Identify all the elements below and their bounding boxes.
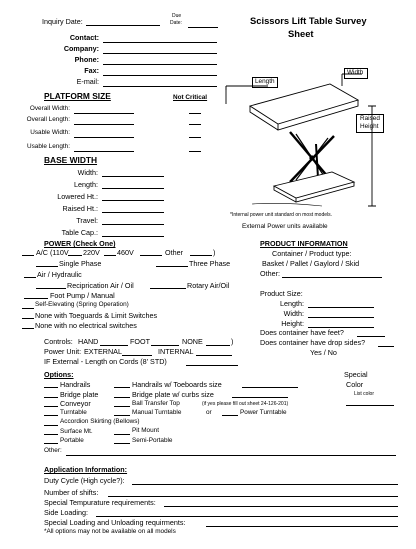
email-field[interactable]	[103, 86, 217, 87]
product-size-label: Product Size:	[260, 289, 303, 298]
options-other-label: Other:	[44, 447, 62, 454]
feet-answer-field[interactable]	[357, 336, 385, 337]
power-turntable-checkbox[interactable]	[222, 415, 238, 416]
controls-foot-field[interactable]	[151, 345, 179, 346]
due-date-field[interactable]	[188, 27, 218, 28]
duty-cycle-label: Duty Cycle (High cycle?):	[44, 476, 125, 485]
travel-label: Travel:	[76, 216, 98, 225]
yes-no-options: Yes / No	[310, 348, 337, 357]
ac-other-checkbox[interactable]	[140, 255, 162, 256]
length-label: Length	[255, 78, 275, 85]
special-color-field[interactable]	[346, 405, 394, 406]
usable-width-field[interactable]	[74, 137, 134, 138]
due-date-label-line2: Date:	[170, 20, 182, 26]
company-field[interactable]	[103, 53, 217, 54]
overall-length-not-critical[interactable]	[189, 124, 201, 125]
or-label: or	[206, 409, 212, 416]
container-type-label: Container / Product type:	[272, 249, 352, 258]
lowered-height-field[interactable]	[102, 200, 164, 201]
foot-pump-checkbox[interactable]	[24, 298, 48, 299]
page-title-line1: Scissors Lift Table Survey	[250, 15, 367, 26]
handrails-toeboards-checkbox[interactable]	[114, 387, 130, 388]
semi-portable-label: Semi-Portable	[132, 437, 173, 444]
reciprication-label: Reciprication Air / Oil	[67, 281, 134, 290]
page-title-line2: Sheet	[288, 28, 314, 39]
product-height-label: Height:	[281, 319, 304, 328]
side-loading-label: Side Loading:	[44, 508, 88, 517]
handrails-toeboards-size-field[interactable]	[242, 387, 298, 388]
single-phase-label: Single Phase	[59, 259, 102, 268]
accordion-skirting-checkbox[interactable]	[44, 425, 58, 426]
manual-turntable-checkbox[interactable]	[114, 415, 130, 416]
controls-close-paren: )	[231, 337, 234, 346]
product-other-field[interactable]	[282, 277, 382, 278]
product-width-label: Width:	[283, 309, 304, 318]
special-temperature-field[interactable]	[164, 506, 398, 507]
overall-width-not-critical[interactable]	[189, 113, 201, 114]
controls-foot-label: FOOT	[130, 337, 150, 346]
power-unit-external-label: EXTERNAL	[84, 347, 122, 356]
power-unit-internal-label: INTERNAL	[158, 347, 194, 356]
portable-label: Portable	[60, 437, 84, 444]
product-length-label: Length:	[280, 299, 304, 308]
special-label: Special	[344, 370, 368, 379]
duty-cycle-field[interactable]	[132, 484, 398, 485]
product-length-field[interactable]	[308, 307, 374, 308]
platform-size-heading: PLATFORM SIZE	[44, 91, 111, 101]
handrails-checkbox[interactable]	[44, 387, 58, 388]
portable-checkbox[interactable]	[44, 443, 58, 444]
no-switches-label: None with no electrical switches	[35, 321, 137, 330]
base-length-label: Length:	[74, 180, 98, 189]
ball-transfer-note: (if yes please fill out sheet 24-126-201)	[202, 401, 289, 407]
power-turntable-label: Power Turntable	[240, 409, 287, 416]
ac-460v-label: 460V	[117, 248, 134, 257]
application-heading: Application Information:	[44, 465, 128, 474]
special-loading-label: Special Loading and Unloading requirments:	[44, 518, 186, 527]
turntable-label: Turntable	[60, 409, 87, 416]
rotary-checkbox[interactable]	[150, 288, 186, 289]
scissor-lift-diagram	[222, 56, 392, 216]
raised-height-label-box	[356, 114, 384, 133]
ac-close-paren: )	[213, 248, 216, 257]
overall-length-field[interactable]	[74, 124, 134, 125]
container-types-options: Basket / Pallet / Gaylord / Skid	[262, 259, 360, 268]
feet-question: Does container have feet?	[260, 328, 344, 337]
internal-power-note: *Internal power unit standard on most models.	[230, 212, 332, 218]
overall-length-label: Overall Length:	[26, 116, 70, 123]
contact-field[interactable]	[103, 42, 217, 43]
controls-none-label: NONE	[182, 337, 203, 346]
no-switches-checkbox[interactable]	[22, 328, 34, 329]
email-label: E-mail:	[76, 77, 99, 86]
bridge-plate-checkbox[interactable]	[44, 397, 58, 398]
conveyor-checkbox[interactable]	[44, 406, 58, 407]
manual-turntable-label: Manual Turntable	[132, 409, 182, 416]
due-date-label-line1: Due	[172, 13, 182, 19]
rotary-label: Rotary Air/Oil	[187, 281, 230, 290]
list-color-label: List color	[354, 391, 375, 397]
ac-460v-checkbox[interactable]	[104, 255, 116, 256]
travel-field[interactable]	[102, 224, 164, 225]
company-label: Company:	[63, 44, 99, 53]
surface-mount-label: Surface Mt.	[60, 428, 93, 435]
handrails-label: Handrails	[60, 380, 91, 389]
bridge-plate-curbs-checkbox[interactable]	[114, 397, 130, 398]
lowered-height-label: Lowered Ht.:	[57, 192, 98, 201]
bridge-plate-curbs-size-field[interactable]	[232, 397, 288, 398]
table-capacity-field[interactable]	[102, 236, 164, 237]
base-width-heading: BASE WIDTH	[44, 155, 98, 165]
usable-width-label: Usable Width:	[30, 129, 70, 136]
number-of-shifts-label: Number of shifts:	[44, 488, 99, 497]
ac-other-label: Other	[165, 248, 183, 257]
drop-sides-question: Does container have drop sides?	[260, 338, 366, 347]
special-temperature-label: Special Tempurature requirements:	[44, 498, 156, 507]
bridge-plate-curbs-label: Bridge plate w/ curbs size	[132, 390, 214, 399]
table-capacity-label: Table Cap.:	[61, 228, 98, 237]
phone-label: Phone:	[74, 55, 99, 64]
side-loading-field[interactable]	[96, 516, 398, 517]
air-hydraulic-label: Air / Hydraulic	[37, 270, 82, 279]
semi-portable-checkbox[interactable]	[114, 443, 130, 444]
three-phase-checkbox[interactable]	[156, 266, 188, 267]
conveyor-label: Conveyor	[60, 399, 91, 408]
fax-field[interactable]	[103, 75, 217, 76]
contact-label: Contact:	[69, 33, 99, 42]
ac-220v-checkbox[interactable]	[68, 255, 82, 256]
single-phase-checkbox[interactable]	[36, 266, 58, 267]
controls-hand-field[interactable]	[100, 345, 128, 346]
overall-width-label: Overall Width:	[29, 105, 70, 112]
pit-mount-checkbox[interactable]	[114, 434, 130, 435]
product-other-label: Other:	[260, 269, 280, 278]
usable-width-not-critical[interactable]	[189, 137, 201, 138]
surface-mount-checkbox[interactable]	[44, 434, 58, 435]
power-heading: POWER (Check One)	[44, 239, 116, 248]
self-elevating-checkbox[interactable]	[22, 308, 34, 309]
length-label-box	[252, 77, 278, 88]
base-length-field[interactable]	[102, 188, 164, 189]
not-critical-label: Not Critical	[173, 94, 208, 101]
color-label: Color	[346, 380, 364, 389]
reciprication-checkbox[interactable]	[36, 288, 66, 289]
inquiry-date-label: Inquiry Date:	[42, 17, 83, 26]
cord-length-label: IF External - Length on Cords (8' STD)	[44, 357, 167, 366]
base-width-label: Width:	[77, 168, 98, 177]
turntable-checkbox[interactable]	[44, 415, 58, 416]
base-width-field[interactable]	[102, 176, 164, 177]
width-label: Width	[347, 69, 364, 76]
handrails-toeboards-label: Handrails w/ Toeboards size	[132, 380, 222, 389]
cord-length-field[interactable]	[186, 365, 238, 366]
air-hydraulic-checkbox[interactable]	[24, 277, 36, 278]
controls-none-field[interactable]	[206, 345, 230, 346]
number-of-shifts-field[interactable]	[108, 496, 398, 497]
width-label-box	[344, 68, 368, 79]
ac-other-field[interactable]	[190, 255, 212, 256]
controls-label: Controls:	[44, 337, 73, 346]
foot-pump-label: Foot Pump / Manual	[50, 291, 115, 300]
power-unit-internal-field[interactable]	[196, 355, 232, 356]
ac-110v-checkbox[interactable]	[22, 255, 34, 256]
power-unit-label: Power Unit:	[44, 347, 82, 356]
special-loading-field[interactable]	[206, 526, 398, 527]
inquiry-date-field[interactable]	[86, 25, 160, 26]
external-power-note: External Power units available	[242, 223, 328, 230]
ac-110v-label: A/C (110V	[36, 248, 69, 257]
controls-hand-label: HAND	[78, 337, 99, 346]
options-availability-footnote: *All options may not be available on all models	[44, 528, 176, 535]
bridge-plate-label: Bridge plate	[60, 390, 99, 399]
power-unit-external-field[interactable]	[122, 355, 152, 356]
phone-field[interactable]	[103, 64, 217, 65]
self-elevating-label: Self-Elevating (Spring Operation)	[35, 301, 129, 308]
drop-sides-answer-field[interactable]	[378, 346, 394, 347]
ball-transfer-checkbox[interactable]	[114, 406, 130, 407]
options-heading: Options:	[44, 370, 74, 379]
raised-height-label-line2: Height	[360, 123, 379, 130]
toeguards-checkbox[interactable]	[22, 318, 34, 319]
raised-height-field[interactable]	[102, 212, 164, 213]
pit-mount-label: Pit Mount	[132, 427, 159, 434]
ac-220v-label: 220V	[83, 248, 100, 257]
three-phase-label: Three Phase	[189, 259, 231, 268]
overall-width-field[interactable]	[74, 113, 134, 114]
toeguards-label: None with Toeguards & Limit Switches	[35, 311, 158, 320]
raised-height-label: Raised Ht.:	[62, 204, 98, 213]
usable-length-label: Usable Length:	[27, 143, 70, 150]
product-width-field[interactable]	[308, 317, 374, 318]
ball-transfer-label: Ball Transfer Top	[132, 400, 180, 407]
fax-label: Fax:	[84, 66, 99, 75]
raised-height-label-line1: Raised	[360, 115, 380, 122]
options-other-field[interactable]	[66, 455, 396, 456]
usable-length-field[interactable]	[74, 151, 134, 152]
product-info-heading: PRODUCT INFORMATION	[260, 239, 348, 248]
accordion-skirting-label: Accordion Skirting (Bellows)	[60, 418, 140, 425]
usable-length-not-critical[interactable]	[189, 151, 201, 152]
